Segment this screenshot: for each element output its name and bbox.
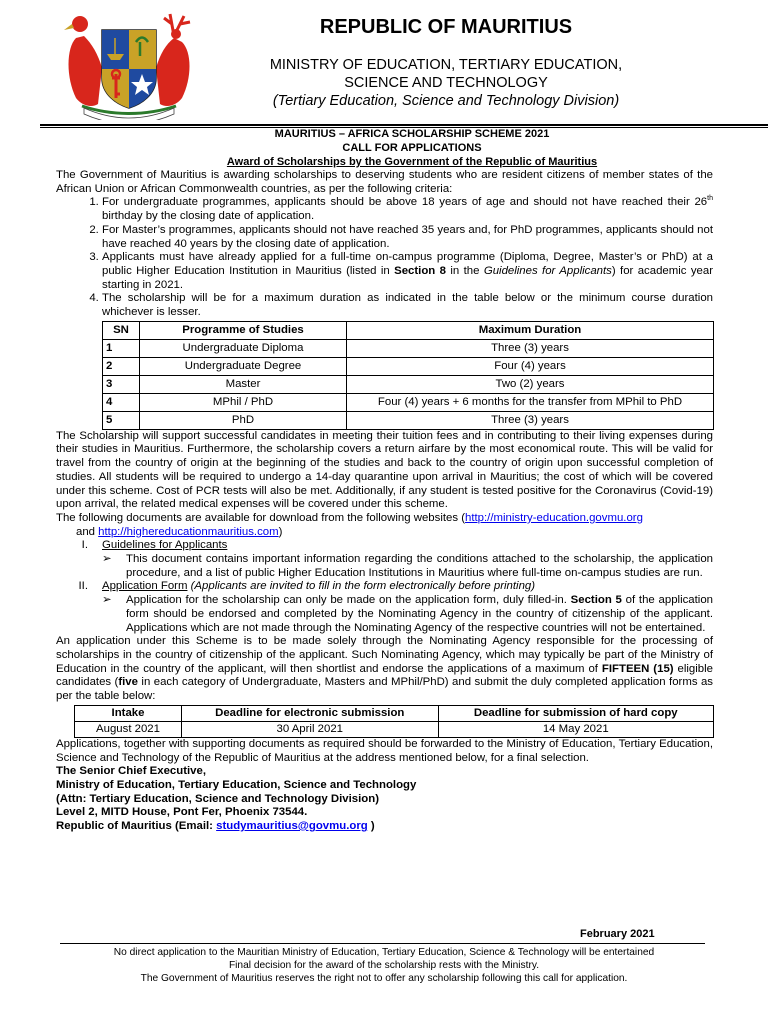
- intro-paragraph: The Government of Mauritius is awarding scholarships to deserving students who are resident citizens of member states of the African Union or African Commonwealth countries, as per the following criteria:: [56, 169, 713, 195]
- header-rule: [40, 124, 768, 126]
- ministry-heading: [196, 56, 696, 92]
- arrow-bullet-icon: ➢: [102, 553, 112, 566]
- forward-paragraph: Applications, together with supporting documents as required should be forwarded to the Ministry of Education, Tertiary Education, Science and Technology of the Republic of Mauritius at the address mentioned below, for a final selection.: [56, 737, 713, 764]
- table-header-row: Intake Deadline for electronic submission Deadline for submission of hard copy: [75, 705, 714, 721]
- documents-intro: The following documents are available for download from the following websites (http://ministry-education.govmu.org: [56, 511, 643, 524]
- email-link[interactable]: studymauritius@govmu.org: [216, 820, 368, 833]
- table-header-row: [103, 321, 714, 339]
- award-title: Award of Scholarships by the Government of the Republic of Mauritius: [226, 156, 598, 168]
- table-row: August 2021 30 April 2021 14 May 2021: [75, 721, 714, 737]
- nominating-agency-paragraph: An application under this Scheme is to be made solely through the Nominating Agency responsible for the processing of scholarships in the country of citizenship of the applicant. Such Nominating Agency, which may typically be part of the Ministry of Education in the country of the applicant, will then shortlist and endorse the applications of a maximum of FIFTEEN (15) eligible candidates (five in each category of Undergraduate, Masters and MPhil/PhD) and submit the duly completed application forms as per the table below:: [56, 635, 713, 703]
- documents-intro-cont: and http://highereducationmauritius.com): [76, 525, 283, 538]
- higher-education-website-link[interactable]: http://highereducationmauritius.com: [98, 525, 279, 538]
- scheme-title: MAURITIUS – AFRICA SCHOLARSHIP SCHEME 2021: [274, 128, 550, 140]
- support-paragraph: The Scholarship will support successful candidates in meeting their tuition fees and in contributing to their living expenses during their studies in Mauritius. Furthermore, the scholarship covers a return airfare by the most economical route. This will be valid for travel from the country of origin at the beginning of the studies and back to the country of origin upon successful completion of studies. All students will be required to undergo a 14-day quarantine upon arrival in Mauritius; the cost of which will be covered under this scheme. Cost of PCR tests will also be met. Additionally, if any student is tested positive for the Coronavirus (Covid-19) upon arrival, the related medical expenses will be covered under this scheme.: [56, 429, 713, 511]
- criterion-3: 3. Applicants must have already applied for a full-time on-campus programme (Diploma, Degree, Master’s or PhD) at a public Higher Education Institution in Mauritius (listed in Section 8 in the Guidelines for Applicants) for academic year starting in 2021.: [102, 251, 713, 292]
- ministry-line-2: SCIENCE AND TECHNOLOGY: [344, 75, 548, 91]
- guidelines-bullet: ➢ This document contains important information regarding the conditions attached to the scholarship, the application procedure, and a list of public Higher Education Institutions in Mauritius where full-time on-campus studies are run.: [102, 553, 713, 579]
- table-row: 5 PhD Three (3) years: [103, 411, 714, 429]
- republic-heading: REPUBLIC OF MAURITIUS: [319, 16, 573, 38]
- deadline-table: [74, 705, 714, 738]
- footer-notes: No direct application to the Mauritian Ministry of Education, Tertiary Education, Science & Technology will be entertained Final decision for the award of the scholarship rests with the Ministry. The Government of Mauritius reserves the right not to offer any scholarship following this call for application.: [113, 947, 655, 984]
- criteria-list: [56, 196, 713, 319]
- document-item-guidelines: I. Guidelines for Applicants: [81, 539, 228, 552]
- criterion-4: 4. The scholarship will be for a maximum duration as indicated in the table below or the minimum course duration whichever is lesser.: [102, 292, 713, 319]
- ministry-line-1: MINISTRY OF EDUCATION, TERTIARY EDUCATION,: [269, 57, 623, 73]
- call-title: CALL FOR APPLICATIONS: [342, 142, 482, 154]
- arrow-bullet-icon: ➢: [102, 594, 112, 607]
- division-heading: (Tertiary Education, Science and Technology Division): [272, 93, 620, 109]
- col-header-duration: Maximum Duration: [347, 321, 714, 339]
- table-row: 1 Undergraduate Diploma Three (3) years: [103, 339, 714, 357]
- table-row: 2 Undergraduate Degree Four (4) years: [103, 357, 714, 375]
- guidelines-label: Guidelines for Applicants: [102, 539, 228, 552]
- criterion-1: 1. For undergraduate programmes, applicants should be above 18 years of age and should not have reached their 26th birthday by the closing date of application.: [102, 196, 713, 223]
- ministry-website-link[interactable]: http://ministry-education.govmu.org: [465, 511, 643, 524]
- table-row: 3 Master Two (2) years: [103, 375, 714, 393]
- notice-date: February 2021: [580, 928, 655, 940]
- table-row: 4 MPhil / PhD Four (4) years + 6 months for the transfer from MPhil to PhD: [103, 393, 714, 411]
- duration-table: [102, 321, 714, 430]
- coat-of-arms-logo: [62, 8, 196, 120]
- mailing-address: The Senior Chief Executive, Ministry of Education, Tertiary Education, Science and Technology (Attn: Tertiary Education, Science and Technology Division) Level 2, MITD House, Pont Fer, Phoenix 73544. Republic of Mauritius (Email: studymauritius@govmu.org ): [56, 765, 417, 833]
- notice-body: [56, 169, 713, 834]
- col-header-sn: SN: [103, 321, 140, 339]
- application-form-bullet: ➢ Application for the scholarship can only be made on the application form, duly filled-in. Section 5 of the application form should be endorsed and completed by the Nominating Agency in the country of citizenship of the applicant. Applications which are not made through the Nominating Agency of the respective countries will not be entertained.: [102, 594, 713, 634]
- document-item-application-form: II. Application Form (Applicants are invited to fill in the form electronically before printing): [78, 580, 536, 593]
- footer-rule: [60, 943, 705, 944]
- notice-titles: [56, 127, 768, 169]
- criterion-2: 2. For Master’s programmes, applicants should not have reached 35 years and, for PhD programmes, applicants should not have reached 40 years by the closing date of application.: [102, 224, 713, 251]
- application-form-label: Application Form: [102, 580, 188, 593]
- col-header-programme: Programme of Studies: [140, 321, 347, 339]
